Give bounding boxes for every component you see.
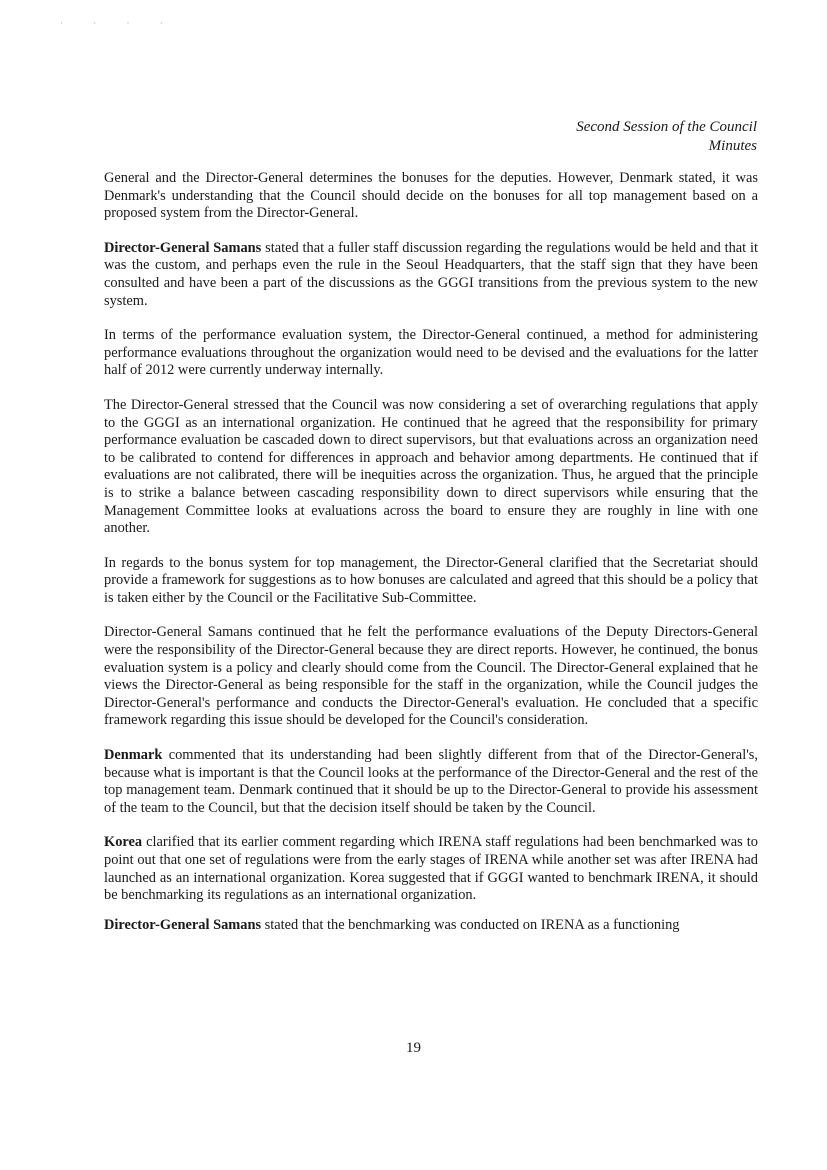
speaker-name: Korea: [104, 834, 143, 851]
paragraph-text: commented that its understanding had been slightly different from that of the Director-General's, because what is important is that the Council looks at the performance of the Director-General and the rest of the top management team. Denmark continued that it should be up to the Director-General to provide his assessment of the team to the Council, but that the decision itself should be taken by the Council.: [104, 747, 758, 816]
paragraph-text: Director-General Samans continued that he felt the performance evaluations of the Deputy Directors-General were the responsibility of the Director-General because they are direct reports. However, he continued, the bonus evaluation system is a policy and clearly should come from the Council. The Director-General explained that he views the Director-General as being responsible for the staff in the organization, while the Council judges the Director-General's performance and conducts the Director-General's evaluation. He concluded that a specific framework regarding this issue should be developed for the Council's consideration.: [104, 624, 758, 729]
paragraph: [104, 240, 758, 310]
speaker-name: Denmark: [104, 747, 163, 764]
page-number: 19: [406, 1040, 421, 1056]
header-document-type: Minutes: [708, 138, 757, 154]
speaker-name: Director-General Samans: [104, 916, 262, 933]
paragraph-text: clarified that its earlier comment regarding which IRENA staff regulations had been benchmarked was to point out that one set of regulations were from the early stages of IRENA while another set was after IRENA had launched as an international organization. Korea suggested that if GGGI wanted to benchmark IRENA, it should be benchmarking its regulations as an international organization.: [104, 834, 758, 904]
minutes-body: [104, 170, 758, 951]
paragraph: [104, 747, 758, 817]
header-session-title: Second Session of the Council: [576, 119, 757, 135]
paragraph: [104, 624, 758, 730]
paragraph: [104, 917, 758, 935]
speaker-name: Director-General Samans: [104, 239, 262, 256]
scan-artifact-specks: · · · ·: [60, 18, 177, 28]
paragraph: [104, 834, 758, 904]
paragraph: [104, 327, 758, 380]
paragraph: [104, 555, 758, 608]
paragraph: [104, 170, 758, 223]
paragraph: [104, 397, 758, 538]
paragraph-text: The Director-General stressed that the Council was now considering a set of overarching regulations that apply to the GGGI as an international organization. He continued that he agreed that the responsibility for primary performance evaluation be cascaded down to direct supervisors, but that evaluations across an organization need to be calibrated to contend for differences in approach and behavior among departments. He continued that if evaluations are not calibrated, there will be inequities across the organization. Thus, he argued that the principle is to strike a balance between cascading responsibility down to direct supervisors while ensuring that the Management Committee looks at evaluations across the board to ensure they are roughly in line with one another.: [104, 396, 758, 537]
paragraph-text: In regards to the bonus system for top management, the Director-General clarified that the Secretariat should provide a framework for suggestions as to how bonuses are calculated and agreed that this should be a policy that is taken either by the Council or the Facilitative Sub-Committee.: [104, 554, 758, 606]
paragraph-text: stated that the benchmarking was conducted on IRENA as a functioning: [261, 916, 680, 933]
paragraph-text: stated that a fuller staff discussion regarding the regulations would be held and that it was the custom, and perhaps even the rule in the Seoul Headquarters, that the staff sign that they have been consulted and have been a part of the discussions as the GGGI transitions from the previous system to the new system.: [104, 239, 758, 309]
running-header: [576, 118, 757, 156]
paragraph-text: In terms of the performance evaluation system, the Director-General continued, a method for administering performance evaluations throughout the organization would need to be devised and the evaluations for the latter half of 2012 were currently underway internally.: [104, 327, 758, 379]
paragraph-text: General and the Director-General determines the bonuses for the deputies. However, Denmark stated, it was Denmark's understanding that the Council should decide on the bonuses for all top management based on a proposed system from the Director-General.: [104, 170, 758, 222]
